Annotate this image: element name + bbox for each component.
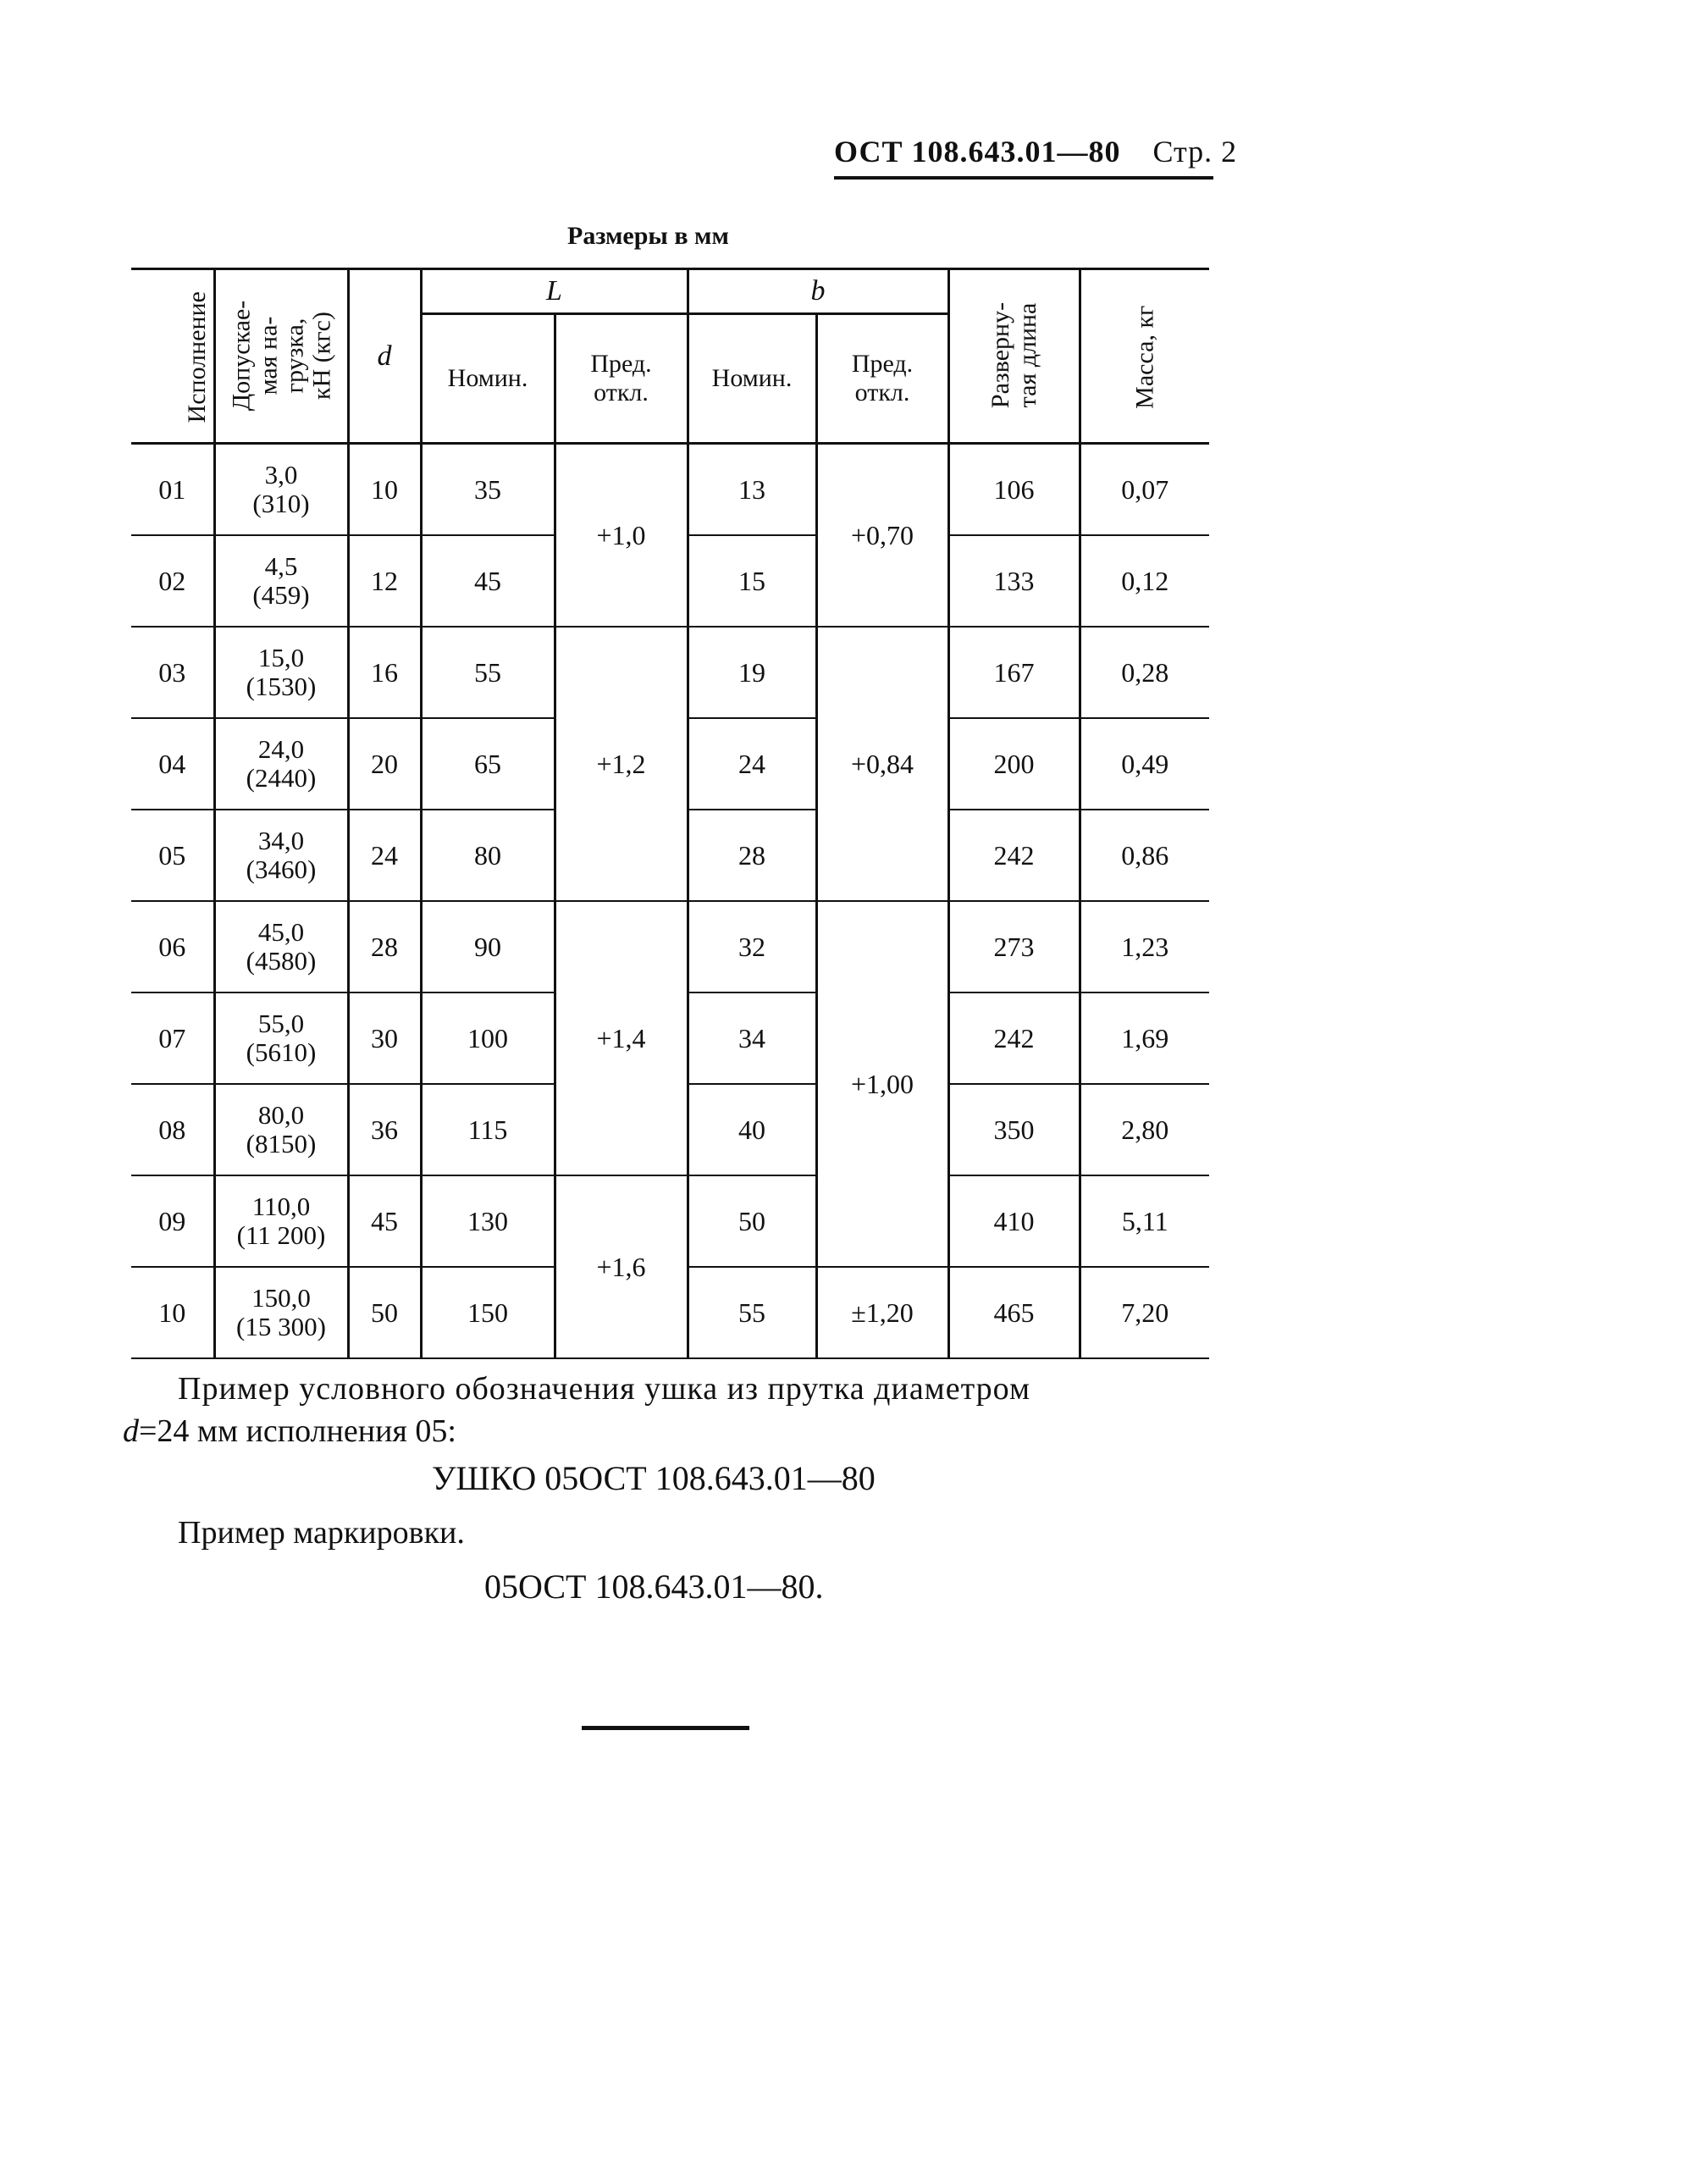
header-length-label: Разверну- тая длина	[986, 302, 1041, 409]
cell-d: 12	[348, 535, 421, 627]
cell-mass: 1,69	[1080, 992, 1209, 1084]
cell-b-nominal: 13	[688, 444, 816, 536]
cell-mass: 0,07	[1080, 444, 1209, 536]
cell-load: 24,0 (2440)	[214, 718, 348, 810]
cell-mass: 0,12	[1080, 535, 1209, 627]
designation-example: УШКО 05ОСТ 108.643.01—80	[432, 1459, 876, 1497]
cell-b-tolerance: ±1,20	[816, 1267, 948, 1358]
cell-b-nominal: 15	[688, 535, 816, 627]
cell-b-nominal: 34	[688, 992, 816, 1084]
cell-length: 200	[948, 718, 1080, 810]
header-d	[348, 269, 421, 444]
header-d-label: d	[377, 340, 392, 372]
marking-example-code: 05ОСТ 108.643.01—80.	[484, 1568, 824, 1606]
cell-b-nominal: 55	[688, 1267, 816, 1358]
cell-L-nominal: 90	[421, 901, 555, 992]
cell-L-nominal: 130	[421, 1175, 555, 1267]
header-variant-label: Исполнение	[182, 291, 211, 423]
header-L-tolerance: Пред. откл.	[555, 314, 688, 444]
cell-load: 15,0 (1530)	[214, 627, 348, 718]
cell-variant: 08	[131, 1084, 214, 1175]
example-line2-text: =24 мм исполнения 05:	[139, 1413, 456, 1449]
cell-mass: 0,49	[1080, 718, 1209, 810]
cell-length: 273	[948, 901, 1080, 992]
header-b-tolerance: Пред. откл.	[816, 314, 948, 444]
table-row	[131, 1175, 1209, 1267]
cell-d: 50	[348, 1267, 421, 1358]
cell-variant: 03	[131, 627, 214, 718]
example-paragraph-line1: Пример условного обозначения ушка из прутка диаметром	[178, 1371, 1030, 1407]
page-number: Стр. 2	[1152, 135, 1238, 169]
cell-mass: 1,23	[1080, 901, 1209, 992]
cell-load: 80,0 (8150)	[214, 1084, 348, 1175]
cell-length: 242	[948, 810, 1080, 901]
cell-b-nominal: 28	[688, 810, 816, 901]
table-row	[131, 444, 1209, 536]
cell-variant: 01	[131, 444, 214, 536]
cell-mass: 0,86	[1080, 810, 1209, 901]
example-paragraph-line2	[123, 1413, 456, 1450]
cell-d: 36	[348, 1084, 421, 1175]
end-rule	[582, 1726, 749, 1730]
header-L-nominal: Номин.	[421, 314, 555, 444]
cell-length: 133	[948, 535, 1080, 627]
cell-b-nominal: 19	[688, 627, 816, 718]
cell-length: 350	[948, 1084, 1080, 1175]
cell-length: 242	[948, 992, 1080, 1084]
cell-variant: 05	[131, 810, 214, 901]
cell-L-nominal: 100	[421, 992, 555, 1084]
cell-L-tolerance: +1,0	[555, 444, 688, 628]
cell-L-nominal: 150	[421, 1267, 555, 1358]
cell-mass: 5,11	[1080, 1175, 1209, 1267]
cell-load: 110,0 (11 200)	[214, 1175, 348, 1267]
header-group-L: L	[421, 269, 688, 314]
table-row	[131, 627, 1209, 718]
marking-example-label: Пример маркировки.	[178, 1515, 465, 1551]
header-load-label: Допускае- мая на- грузка, кН (кгс)	[226, 300, 335, 412]
cell-d: 24	[348, 810, 421, 901]
header-length	[948, 269, 1080, 444]
cell-L-tolerance: +1,4	[555, 901, 688, 1175]
cell-variant: 02	[131, 535, 214, 627]
cell-L-nominal: 65	[421, 718, 555, 810]
cell-L-nominal: 35	[421, 444, 555, 536]
cell-b-tolerance: +0,84	[816, 627, 948, 901]
page-header	[834, 134, 1237, 169]
cell-length: 465	[948, 1267, 1080, 1358]
dimensions-table	[131, 268, 1209, 1359]
cell-L-nominal: 55	[421, 627, 555, 718]
cell-L-nominal: 45	[421, 535, 555, 627]
cell-mass: 7,20	[1080, 1267, 1209, 1358]
variable-d: d	[123, 1413, 139, 1449]
table-caption: Размеры в мм	[567, 222, 729, 250]
cell-b-nominal: 24	[688, 718, 816, 810]
cell-b-nominal: 32	[688, 901, 816, 992]
cell-load: 150,0 (15 300)	[214, 1267, 348, 1358]
header-mass-label: Масса, кг	[1130, 305, 1159, 409]
cell-mass: 0,28	[1080, 627, 1209, 718]
header-b-nominal: Номин.	[688, 314, 816, 444]
standard-number: ОСТ 108.643.01—80	[834, 135, 1121, 169]
cell-d: 10	[348, 444, 421, 536]
cell-d: 45	[348, 1175, 421, 1267]
table-row	[131, 901, 1209, 992]
cell-d: 30	[348, 992, 421, 1084]
header-underline	[834, 176, 1213, 180]
cell-b-nominal: 40	[688, 1084, 816, 1175]
cell-load: 55,0 (5610)	[214, 992, 348, 1084]
cell-load: 3,0 (310)	[214, 444, 348, 536]
cell-d: 16	[348, 627, 421, 718]
cell-mass: 2,80	[1080, 1084, 1209, 1175]
cell-load: 4,5 (459)	[214, 535, 348, 627]
cell-d: 20	[348, 718, 421, 810]
cell-b-nominal: 50	[688, 1175, 816, 1267]
cell-length: 410	[948, 1175, 1080, 1267]
cell-L-nominal: 115	[421, 1084, 555, 1175]
cell-variant: 09	[131, 1175, 214, 1267]
header-mass	[1080, 269, 1209, 444]
header-variant	[131, 269, 214, 444]
cell-load: 45,0 (4580)	[214, 901, 348, 992]
cell-d: 28	[348, 901, 421, 992]
cell-variant: 04	[131, 718, 214, 810]
cell-L-tolerance: +1,2	[555, 627, 688, 901]
cell-variant: 07	[131, 992, 214, 1084]
cell-length: 167	[948, 627, 1080, 718]
header-group-b: b	[688, 269, 948, 314]
header-load	[214, 269, 348, 444]
cell-b-tolerance: +0,70	[816, 444, 948, 628]
cell-variant: 06	[131, 901, 214, 992]
cell-b-tolerance: +1,00	[816, 901, 948, 1267]
cell-load: 34,0 (3460)	[214, 810, 348, 901]
cell-length: 106	[948, 444, 1080, 536]
cell-variant: 10	[131, 1267, 214, 1358]
cell-L-nominal: 80	[421, 810, 555, 901]
cell-L-tolerance: +1,6	[555, 1175, 688, 1358]
